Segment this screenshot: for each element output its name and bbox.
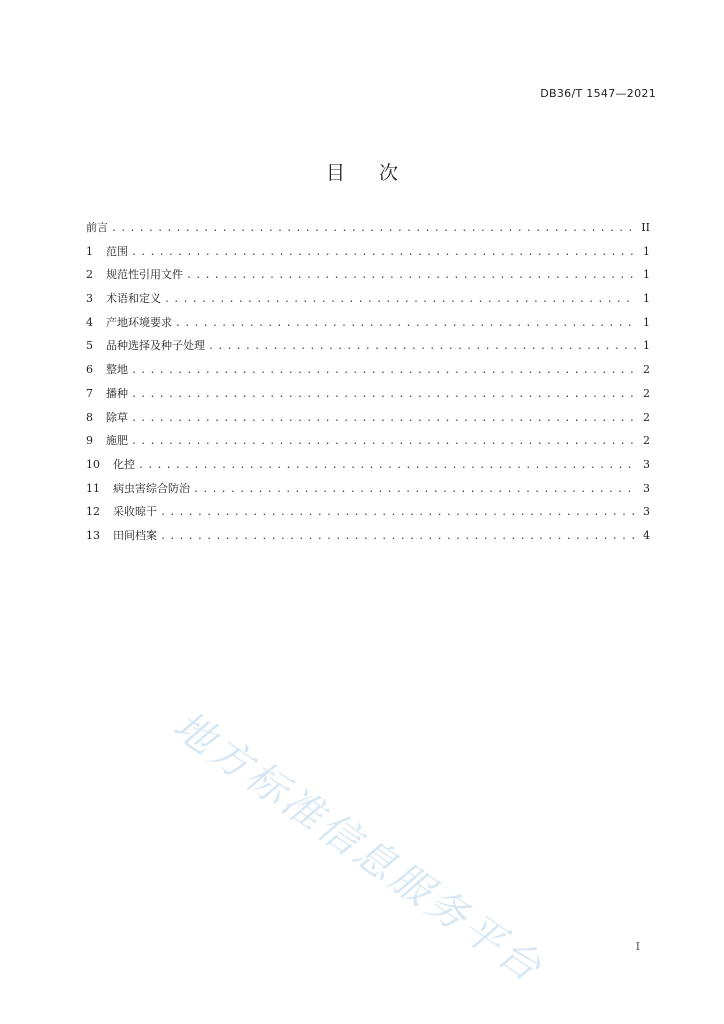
- toc-entry-page: 1: [643, 292, 650, 306]
- toc-entry-page: 2: [643, 410, 650, 424]
- dot-leader: [131, 383, 636, 407]
- toc-entry-number: 9: [86, 434, 93, 448]
- toc-entry-number: 2: [86, 268, 93, 282]
- toc-entry-number: 5: [86, 339, 93, 353]
- toc-entry-number: 12: [86, 505, 100, 519]
- toc-entry-label: 播种: [106, 386, 128, 400]
- toc-entry-label: 整地: [106, 363, 128, 377]
- toc-entry-number: 13: [86, 528, 100, 542]
- dot-leader: [111, 217, 636, 241]
- toc-entry-number: 7: [86, 386, 93, 400]
- toc-entry-page: II: [641, 221, 650, 234]
- toc-entry[interactable]: [86, 358, 650, 382]
- toc-entry-page: 1: [643, 315, 650, 329]
- dot-leader: [131, 407, 636, 431]
- toc-entry-label: 产地环境要求: [106, 315, 172, 329]
- dot-leader: [138, 454, 636, 478]
- dot-leader: [175, 312, 636, 336]
- toc-entry-label: 前言: [86, 221, 108, 234]
- toc-entry-label: 范围: [106, 244, 128, 258]
- page-title: 目次: [325, 162, 432, 184]
- toc-entry-label: 除草: [106, 410, 128, 424]
- toc-entry[interactable]: [86, 240, 650, 264]
- toc-entry-page: 2: [643, 363, 650, 377]
- toc-entry[interactable]: [86, 500, 650, 524]
- toc-entry-label: 术语和定义: [106, 292, 161, 306]
- toc-entry-label: 田间档案: [113, 528, 157, 542]
- dot-leader: [208, 335, 636, 359]
- toc-entry-label: 采收晾干: [113, 505, 157, 519]
- toc-entry-number: 6: [86, 363, 93, 377]
- toc-entry-label: 施肥: [106, 434, 128, 448]
- toc-entry-page: 1: [643, 244, 650, 258]
- dot-leader: [131, 359, 636, 383]
- toc-entry-number: 3: [86, 292, 93, 306]
- standard-number: DB36/T 1547—2021: [540, 87, 656, 100]
- dot-leader: [193, 478, 636, 502]
- toc-entry[interactable]: [86, 311, 650, 335]
- dot-leader: [160, 525, 636, 549]
- toc-entry-label: 品种选择及种子处理: [106, 339, 205, 353]
- dot-leader: [131, 430, 636, 454]
- toc-entry[interactable]: [86, 477, 650, 501]
- toc-entry[interactable]: [86, 429, 650, 453]
- toc-entry-page: 1: [643, 268, 650, 282]
- toc-entry-number: 8: [86, 410, 93, 424]
- dot-leader: [164, 288, 636, 312]
- toc-entry-number: 4: [86, 315, 93, 329]
- toc-entry[interactable]: [86, 453, 650, 477]
- toc-entry-label: 规范性引用文件: [106, 268, 183, 282]
- toc-entry[interactable]: [86, 263, 650, 287]
- toc-entry-page: 2: [643, 386, 650, 400]
- toc-entry[interactable]: [86, 287, 650, 311]
- table-of-contents: [86, 216, 650, 548]
- dot-leader: [186, 264, 636, 288]
- toc-entry[interactable]: [86, 382, 650, 406]
- toc-entry[interactable]: [86, 406, 650, 430]
- toc-entry-label: 化控: [113, 457, 135, 471]
- toc-entry-page: 3: [643, 457, 650, 471]
- toc-entry[interactable]: [86, 216, 650, 240]
- dot-leader: [160, 501, 636, 525]
- toc-entry-number: 1: [86, 244, 93, 258]
- watermark: 地方标准信息服务平台: [164, 702, 552, 993]
- toc-entry-page: 3: [643, 505, 650, 519]
- toc-entry-page: 4: [643, 528, 650, 542]
- toc-entry-page: 3: [643, 481, 650, 495]
- toc-entry-page: 2: [643, 434, 650, 448]
- dot-leader: [131, 241, 636, 265]
- toc-entry[interactable]: [86, 334, 650, 358]
- toc-entry[interactable]: [86, 524, 650, 548]
- toc-entry-number: 11: [86, 481, 100, 495]
- toc-entry-page: 1: [643, 339, 650, 353]
- toc-entry-label: 病虫害综合防治: [113, 481, 190, 495]
- page-number: I: [635, 940, 640, 953]
- toc-entry-number: 10: [86, 457, 100, 471]
